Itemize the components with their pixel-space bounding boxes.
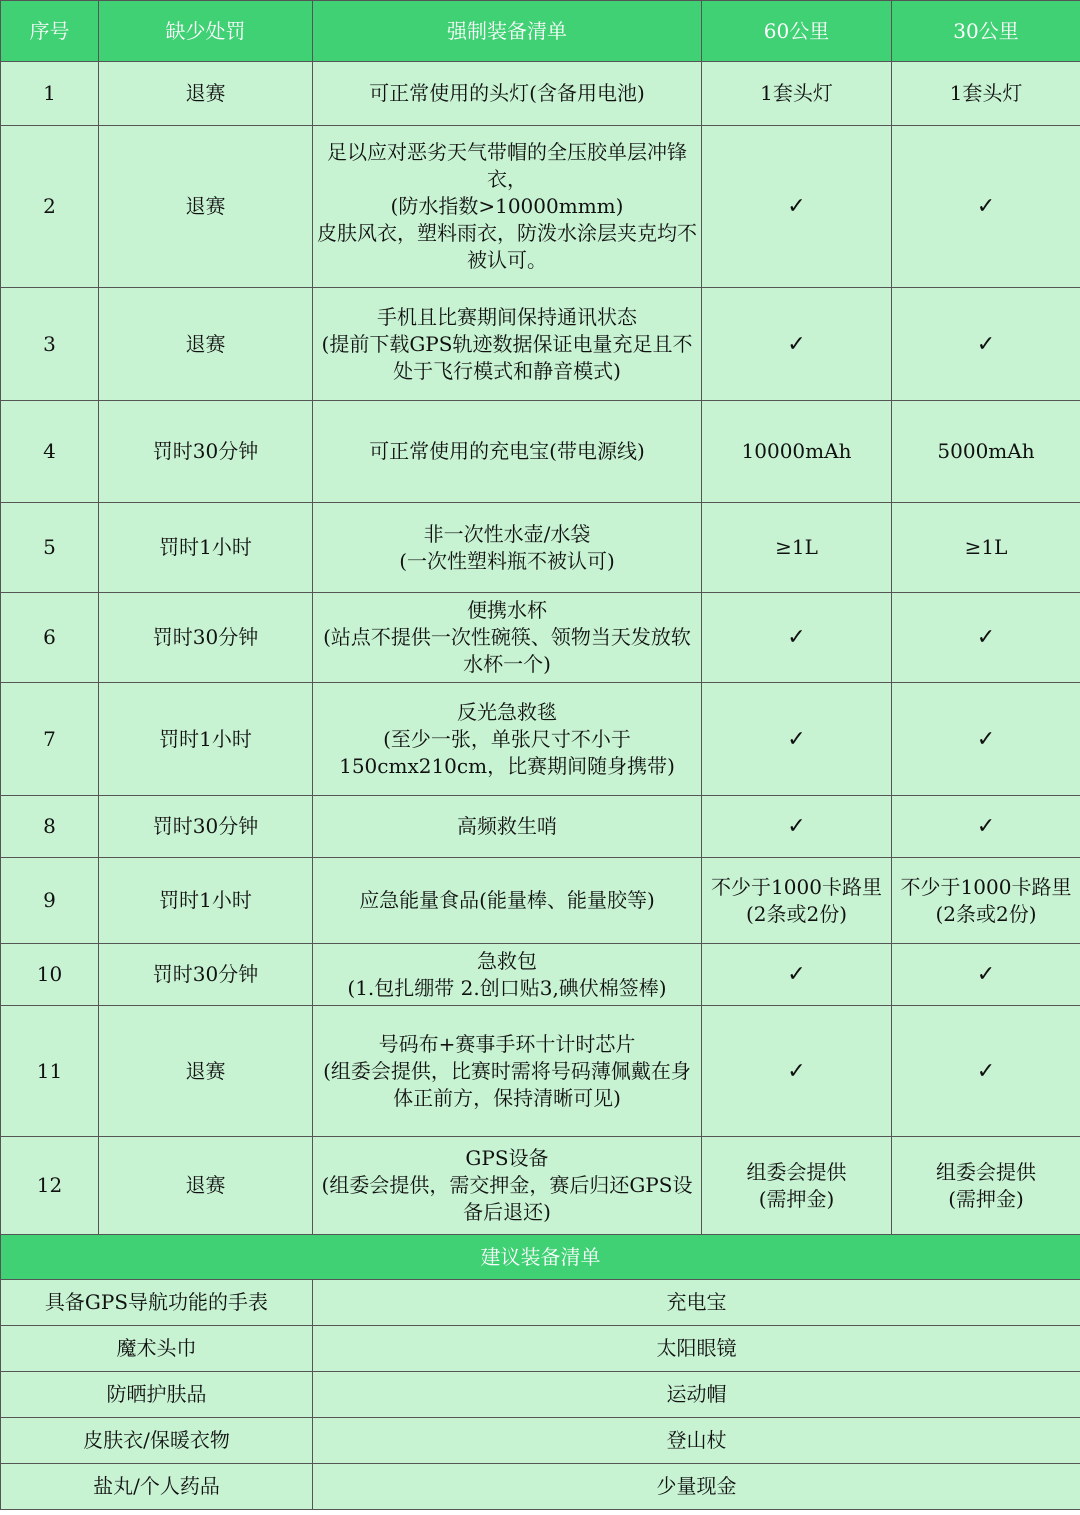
header-number: 序号: [1, 1, 99, 62]
header-30km: 30公里: [892, 1, 1080, 62]
suggested-row: [1, 1464, 1080, 1510]
row-60km-value: ≥1L: [702, 503, 892, 593]
row-number: 5: [1, 503, 99, 593]
row-60km-value: 10000mAh: [702, 401, 892, 503]
row-penalty: 退赛: [99, 1137, 313, 1235]
table-row: [1, 288, 1080, 401]
suggested-row: [1, 1372, 1080, 1418]
row-number: 12: [1, 1137, 99, 1235]
row-penalty: 退赛: [99, 1006, 313, 1137]
row-60km-value: ✓: [702, 288, 892, 401]
row-60km-value: ✓: [702, 126, 892, 288]
row-penalty: 罚时1小时: [99, 683, 313, 796]
row-penalty: 罚时1小时: [99, 858, 313, 944]
header-60km: 60公里: [702, 1, 892, 62]
suggested-row: [1, 1326, 1080, 1372]
row-penalty: 罚时1小时: [99, 503, 313, 593]
row-30km-value: ✓: [892, 683, 1080, 796]
row-30km-value: 1套头灯: [892, 62, 1080, 126]
row-penalty: 罚时30分钟: [99, 401, 313, 503]
row-30km-value: ≥1L: [892, 503, 1080, 593]
row-equipment-item: 高频救生哨: [313, 796, 702, 858]
row-30km-value: 5000mAh: [892, 401, 1080, 503]
table-row: [1, 796, 1080, 858]
row-equipment-item: 非一次性水壶/水袋 (一次性塑料瓶不被认可): [313, 503, 702, 593]
row-number: 2: [1, 126, 99, 288]
row-equipment-item: 足以应对恶劣天气带帽的全压胶单层冲锋衣， (防水指数>10000mmm) 皮肤风衣，塑料雨衣，防泼水涂层夹克均不被认可。: [313, 126, 702, 288]
row-30km-value: 组委会提供 (需押金): [892, 1137, 1080, 1235]
table-row: [1, 503, 1080, 593]
suggested-item-left: 魔术头巾: [1, 1326, 313, 1372]
table-row: [1, 62, 1080, 126]
suggested-section-header: [1, 1235, 1080, 1280]
row-30km-value: ✓: [892, 288, 1080, 401]
row-equipment-item: GPS设备 (组委会提供，需交押金，赛后归还GPS设备后退还): [313, 1137, 702, 1235]
row-equipment-item: 应急能量食品(能量棒、能量胶等): [313, 858, 702, 944]
row-penalty: 罚时30分钟: [99, 593, 313, 683]
row-equipment-item: 急救包 (1.包扎绷带 2.创口贴3,碘伏棉签棒): [313, 944, 702, 1006]
row-number: 4: [1, 401, 99, 503]
row-penalty: 罚时30分钟: [99, 944, 313, 1006]
header-mandatory-equipment: 强制装备清单: [313, 1, 702, 62]
row-number: 10: [1, 944, 99, 1006]
row-penalty: 退赛: [99, 288, 313, 401]
row-number: 3: [1, 288, 99, 401]
table-row: [1, 593, 1080, 683]
table-row: [1, 126, 1080, 288]
row-number: 1: [1, 62, 99, 126]
row-number: 6: [1, 593, 99, 683]
suggested-row: [1, 1280, 1080, 1326]
row-60km-value: ✓: [702, 944, 892, 1006]
suggested-item-left: 皮肤衣/保暖衣物: [1, 1418, 313, 1464]
row-30km-value: ✓: [892, 1006, 1080, 1137]
row-equipment-item: 手机且比赛期间保持通讯状态 (提前下载GPS轨迹数据保证电量充足且不处于飞行模式和静音模式): [313, 288, 702, 401]
row-equipment-item: 便携水杯 (站点不提供一次性碗筷、领物当天发放软水杯一个): [313, 593, 702, 683]
table-row: [1, 401, 1080, 503]
row-equipment-item: 号码布+赛事手环十计时芯片 (组委会提供，比赛时需将号码薄佩戴在身体正前方，保持清晰可见): [313, 1006, 702, 1137]
row-30km-value: ✓: [892, 796, 1080, 858]
row-30km-value: ✓: [892, 593, 1080, 683]
suggested-item-right: 太阳眼镜: [313, 1326, 1080, 1372]
table-row: [1, 683, 1080, 796]
row-30km-value: 不少于1000卡路里 (2条或2份): [892, 858, 1080, 944]
row-equipment-item: 可正常使用的充电宝(带电源线): [313, 401, 702, 503]
suggested-section-title: 建议装备清单: [1, 1235, 1080, 1280]
suggested-item-left: 盐丸/个人药品: [1, 1464, 313, 1510]
table-row: [1, 944, 1080, 1006]
row-number: 9: [1, 858, 99, 944]
suggested-item-right: 运动帽: [313, 1372, 1080, 1418]
row-number: 8: [1, 796, 99, 858]
row-60km-value: 组委会提供 (需押金): [702, 1137, 892, 1235]
row-60km-value: 1套头灯: [702, 62, 892, 126]
row-60km-value: ✓: [702, 683, 892, 796]
row-penalty: 退赛: [99, 62, 313, 126]
row-60km-value: ✓: [702, 593, 892, 683]
header-row: [1, 1, 1080, 62]
suggested-item-right: 充电宝: [313, 1280, 1080, 1326]
suggested-item-left: 具备GPS导航功能的手表: [1, 1280, 313, 1326]
row-equipment-item: 可正常使用的头灯(含备用电池): [313, 62, 702, 126]
row-30km-value: ✓: [892, 126, 1080, 288]
suggested-row: [1, 1418, 1080, 1464]
row-penalty: 退赛: [99, 126, 313, 288]
suggested-item-right: 少量现金: [313, 1464, 1080, 1510]
row-penalty: 罚时30分钟: [99, 796, 313, 858]
row-60km-value: 不少于1000卡路里 (2条或2份): [702, 858, 892, 944]
row-number: 11: [1, 1006, 99, 1137]
row-30km-value: ✓: [892, 944, 1080, 1006]
row-equipment-item: 反光急救毯 (至少一张，单张尺寸不小于150cmx210cm，比赛期间随身携带): [313, 683, 702, 796]
table-row: [1, 1137, 1080, 1235]
row-number: 7: [1, 683, 99, 796]
table-row: [1, 858, 1080, 944]
suggested-item-left: 防晒护肤品: [1, 1372, 313, 1418]
row-60km-value: ✓: [702, 796, 892, 858]
suggested-item-right: 登山杖: [313, 1418, 1080, 1464]
row-60km-value: ✓: [702, 1006, 892, 1137]
header-penalty: 缺少处罚: [99, 1, 313, 62]
table-row: [1, 1006, 1080, 1137]
